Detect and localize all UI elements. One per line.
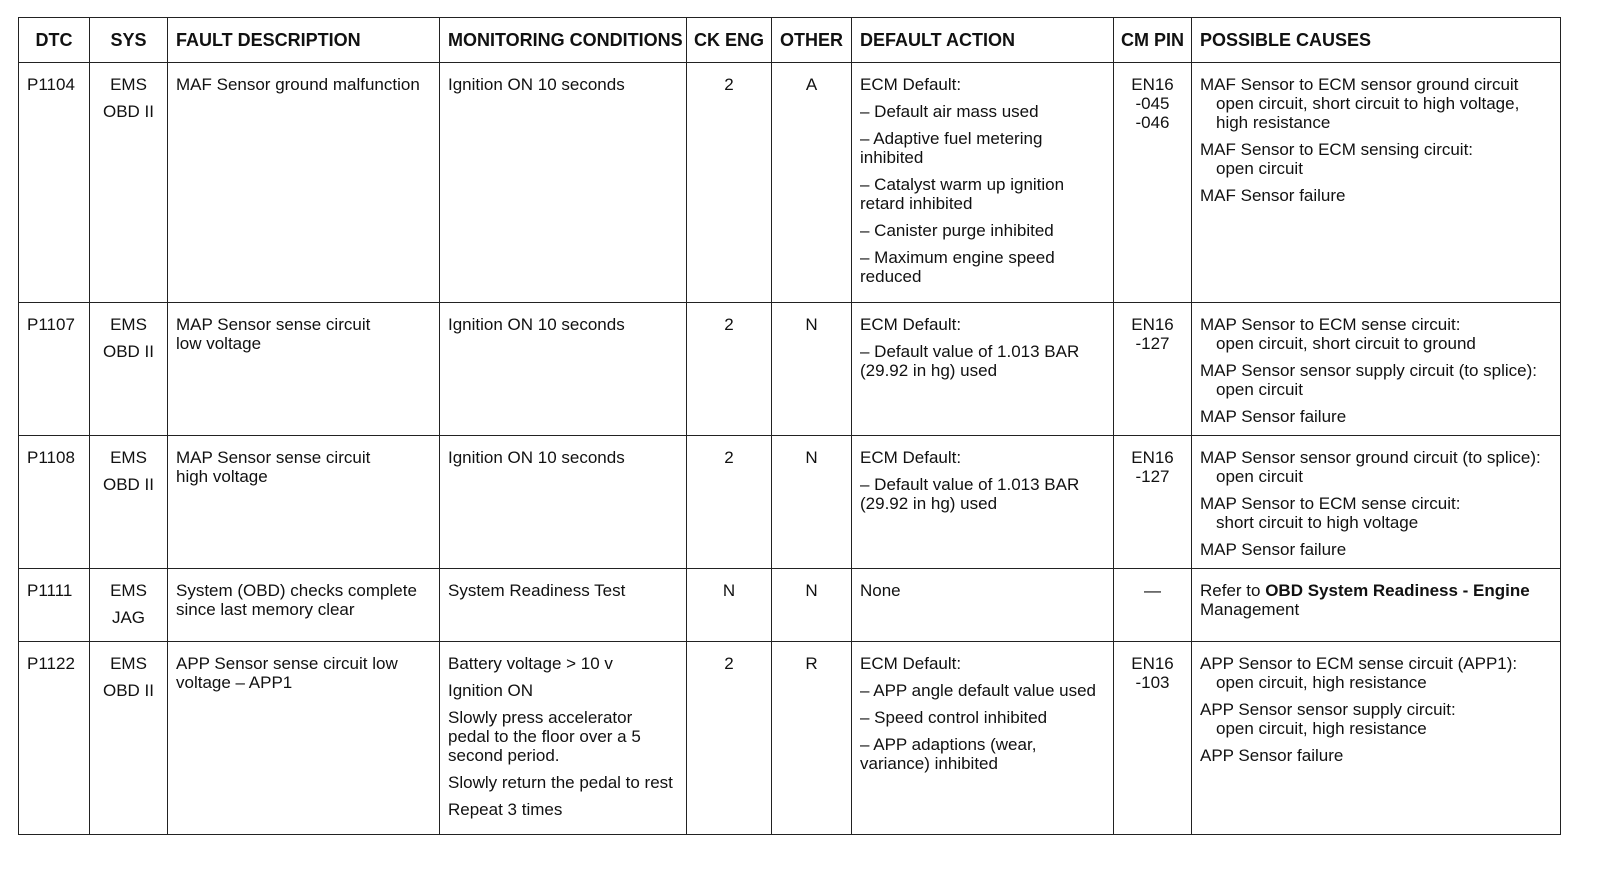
sys-line: EMS	[110, 448, 147, 467]
obd-readiness-link[interactable]: OBD System Readiness - Engine	[1265, 581, 1530, 600]
default-head: ECM Default:	[860, 654, 962, 673]
sys-line: OBD II	[102, 681, 154, 700]
fault-description	[168, 436, 440, 569]
cause-item: APP Sensor failure	[1200, 746, 1344, 765]
sys-line: EMS	[110, 75, 147, 94]
cm-pin-line: -127	[1135, 467, 1170, 486]
fault-description	[168, 642, 440, 835]
header-dtc: DTC	[19, 18, 90, 63]
monitoring-step: Slowly return the pedal to rest	[448, 773, 673, 792]
default-action	[852, 63, 1114, 303]
cause-item: APP Sensor to ECM sense circuit (APP1): open circuit, high resistance	[1200, 654, 1518, 692]
possible-causes	[1192, 569, 1561, 642]
ck-eng-value: 2	[687, 436, 772, 569]
cm-pin	[1114, 569, 1192, 642]
cm-pin	[1114, 436, 1192, 569]
sys-line: EMS	[110, 315, 147, 334]
dtc-code: P1108	[19, 436, 90, 569]
fault-line: high voltage	[176, 467, 268, 486]
cm-pin-line: EN16	[1131, 315, 1174, 334]
sys-line: OBD II	[102, 102, 154, 121]
ck-eng-value: 2	[687, 63, 772, 303]
cause-item: MAP Sensor sensor ground circuit (to splice): open circuit	[1200, 448, 1541, 486]
other-value: N	[772, 569, 852, 642]
header-possible-causes: POSSIBLE CAUSES	[1192, 18, 1561, 63]
sys-line: EMS	[110, 581, 147, 600]
fault-line: MAP Sensor sense circuit	[176, 448, 371, 467]
fault-description	[168, 303, 440, 436]
monitoring-step: Ignition ON	[448, 681, 534, 700]
monitoring-conditions	[440, 569, 687, 642]
monitoring-conditions	[440, 436, 687, 569]
default-item: – Adaptive fuel metering inhibited	[860, 129, 1043, 167]
cm-pin-line: —	[1144, 581, 1161, 600]
fault-line: since last memory clear	[176, 600, 355, 619]
fault-line: APP Sensor sense circuit low	[176, 654, 398, 673]
sys-line: OBD II	[102, 342, 154, 361]
default-action	[852, 303, 1114, 436]
cause-item: MAP Sensor failure	[1200, 540, 1347, 559]
cause-item: MAP Sensor to ECM sense circuit: open circuit, short circuit to ground	[1200, 315, 1476, 353]
cm-pin-line: -127	[1135, 334, 1170, 353]
fault-line: MAP Sensor sense circuit	[176, 315, 371, 334]
cm-pin-line: -103	[1135, 673, 1170, 692]
dtc-code: P1107	[19, 303, 90, 436]
default-action	[852, 642, 1114, 835]
cause-item: MAP Sensor to ECM sense circuit: short circuit to high voltage	[1200, 494, 1461, 532]
monitoring-conditions	[440, 303, 687, 436]
default-head: ECM Default:	[860, 75, 962, 94]
monitoring-step: Battery voltage > 10 v	[448, 654, 613, 673]
monitoring-line: Ignition ON 10 seconds	[448, 75, 625, 94]
fault-line: MAF Sensor ground malfunction	[176, 75, 420, 94]
cause-item: MAP Sensor sensor supply circuit (to splice): open circuit	[1200, 361, 1537, 399]
cause-item: APP Sensor sensor supply circuit: open circuit, high resistance	[1200, 700, 1456, 738]
header-default-action: DEFAULT ACTION	[852, 18, 1114, 63]
sys-cell	[90, 569, 168, 642]
default-item: – APP adaptions (wear, variance) inhibited	[860, 735, 1037, 773]
possible-causes	[1192, 303, 1561, 436]
dtc-code: P1111	[19, 569, 90, 642]
default-item: – APP angle default value used	[860, 681, 1096, 700]
default-item: – Canister purge inhibited	[860, 221, 1054, 240]
cm-pin	[1114, 303, 1192, 436]
cause-item: MAF Sensor to ECM sensor ground circuit open circuit, short circuit to high voltage, high resistance	[1200, 75, 1520, 132]
other-value: N	[772, 436, 852, 569]
possible-causes	[1192, 642, 1561, 835]
ck-eng-value: 2	[687, 303, 772, 436]
ck-eng-value: 2	[687, 642, 772, 835]
header-monitoring-conditions: MONITORING CONDITIONS	[440, 18, 687, 63]
fault-description	[168, 569, 440, 642]
default-item: – Maximum engine speed reduced	[860, 248, 1055, 286]
cm-pin	[1114, 63, 1192, 303]
default-item: – Default air mass used	[860, 102, 1039, 121]
fault-line: voltage – APP1	[176, 673, 293, 692]
other-value: N	[772, 303, 852, 436]
fault-line: low voltage	[176, 334, 262, 353]
cause-item: MAF Sensor to ECM sensing circuit: open circuit	[1200, 140, 1474, 178]
default-action	[852, 436, 1114, 569]
possible-causes	[1192, 436, 1561, 569]
other-value: R	[772, 642, 852, 835]
cm-pin-line: -045	[1135, 94, 1170, 113]
default-item: – Default value of 1.013 BAR (29.92 in hg) used	[860, 475, 1080, 513]
monitoring-conditions	[440, 642, 687, 835]
monitoring-step: Repeat 3 times	[448, 800, 563, 819]
table-row	[19, 436, 1561, 569]
header-other: OTHER	[772, 18, 852, 63]
default-item: – Catalyst warm up ignition retard inhibited	[860, 175, 1065, 213]
monitoring-line: Ignition ON 10 seconds	[448, 448, 625, 467]
header-ck-eng: CK ENG	[687, 18, 772, 63]
cm-pin-line: EN16	[1131, 654, 1174, 673]
monitoring-line: Ignition ON 10 seconds	[448, 315, 625, 334]
default-head: ECM Default:	[860, 448, 962, 467]
default-item: – Default value of 1.013 BAR (29.92 in hg) used	[860, 342, 1080, 380]
monitoring-line: System Readiness Test	[448, 581, 626, 600]
dtc-table	[18, 17, 1561, 835]
sys-line: OBD II	[102, 475, 154, 494]
sys-cell	[90, 303, 168, 436]
sys-cell	[90, 642, 168, 835]
cm-pin-line: EN16	[1131, 75, 1174, 94]
header-sys: SYS	[90, 18, 168, 63]
fault-description	[168, 63, 440, 303]
table-row	[19, 63, 1561, 303]
dtc-code: P1104	[19, 63, 90, 303]
cause-item: MAF Sensor failure	[1200, 186, 1346, 205]
default-head: None	[860, 581, 901, 600]
cm-pin-line: -046	[1135, 113, 1170, 132]
possible-causes	[1192, 63, 1561, 303]
header-row	[19, 18, 1561, 63]
ck-eng-value: N	[687, 569, 772, 642]
default-head: ECM Default:	[860, 315, 962, 334]
header-fault-description: FAULT DESCRIPTION	[168, 18, 440, 63]
other-value: A	[772, 63, 852, 303]
refer-prefix: Refer to	[1200, 581, 1266, 600]
default-item: – Speed control inhibited	[860, 708, 1048, 727]
table-row	[19, 303, 1561, 436]
cause-item: MAP Sensor failure	[1200, 407, 1347, 426]
cm-pin	[1114, 642, 1192, 835]
obd-readiness-link-continued[interactable]: Management	[1200, 600, 1300, 619]
sys-cell	[90, 436, 168, 569]
fault-line: System (OBD) checks complete	[176, 581, 417, 600]
monitoring-step: Slowly press accelerator pedal to the floor over a 5 second period.	[448, 708, 641, 765]
default-action	[852, 569, 1114, 642]
sys-cell	[90, 63, 168, 303]
monitoring-conditions	[440, 63, 687, 303]
sys-line: JAG	[111, 608, 146, 627]
header-cm-pin: CM PIN	[1114, 18, 1192, 63]
table-row	[19, 642, 1561, 835]
table-row	[19, 569, 1561, 642]
cm-pin-line: EN16	[1131, 448, 1174, 467]
sys-line: EMS	[110, 654, 147, 673]
dtc-code: P1122	[19, 642, 90, 835]
